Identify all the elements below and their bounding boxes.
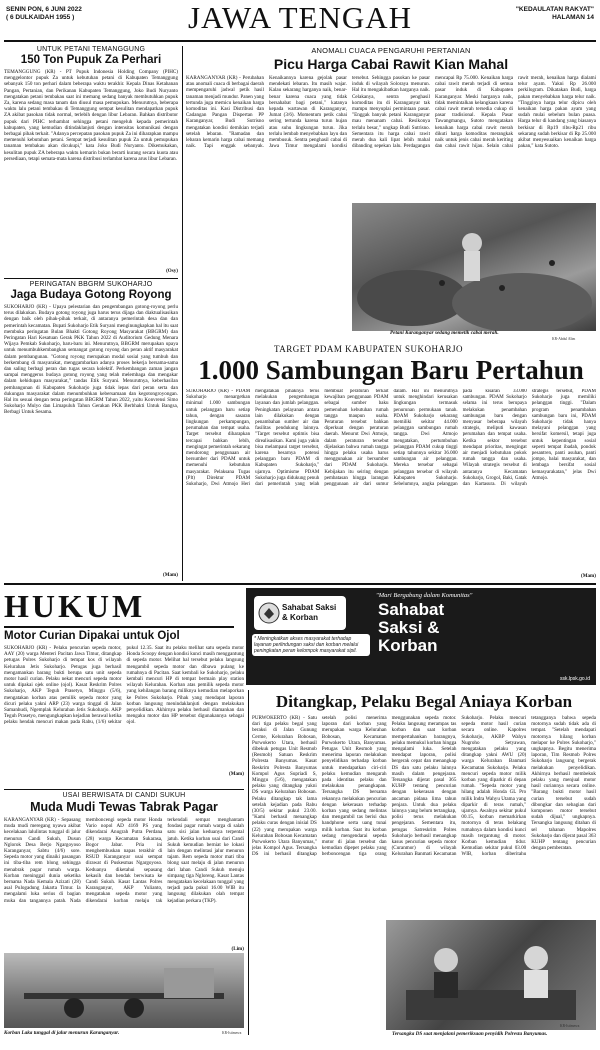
article-body: SUKOHARJO (KR) - Upaya pelestarian dan pengembangan gotong-royong perlu terus dilakukan. Budaya gotong royong juga harus terus dijaga dan diaktualisasikan dengan baik oleh pihak-pihak terkait, di antaranya pemerintah desa dan dan pemerintah kecamatan. Bupati Sukoharjo Etik Suryani menginungkapkan hal itu saat membuka peringatan Bulan Bhakti Gotong Royong Masyarakat (BBGRM) dan Peringatan Hari Kesatuan Gerak PKK Tahun 2022 di Auditorium Gedung Menara Wijaya Pemkab Sukoharjo, baru-baru ini. Menurutnya, BBGRM merupakan upaya untuk menumbuhkembangkan semangat gotong royong dan peran aktif masyarakat dalam pembangunan. "Gotong royong merupakan modal sosial yang tumbuh dan berkembang di masyarakat, menggambarkan adanya proses bekerja bersama-sama dan saling berbagi peran dan tugas secara kolektif. Perkembangan zaman jangan sampai menggerus budaya gotong royong yang telah melembaga dan mengakar dalam kehidupan masyarakat," tandas Etik Suryani. Menurutnya, keberhasilan pembangunan di Kabupaten Sukoharjo juga tidak lepas dari peran serta dan dukungan masyarakat dalam menumbuhkan kebersamaan dan kegotongroyongan. Hal itu sesuai dengan tema peringatan BBGRM Tahun 2022, yaitu Konvrensi Simo Sukoharjo Mulyo dan Limapuluh Tahun Gerakan PKK Berbhakti Untuk Bangsa, Berbagi Untuk Sesama. bbox=[4, 304, 178, 416]
lpsk-emblem-icon bbox=[258, 602, 280, 624]
headline: Ditangkap, Pelaku Begal Aniaya Korban bbox=[275, 692, 573, 711]
page-meta bbox=[454, 6, 594, 22]
ad-logo bbox=[254, 596, 346, 630]
kicker: PERINGATAN BBGRM SUKOHARJO bbox=[29, 281, 153, 288]
kicker: USAI BERWISATA DI CANDI SUKUH bbox=[62, 792, 186, 799]
ad-big-title bbox=[378, 601, 588, 655]
headline: Motor Curian Dipakai untuk Ojol bbox=[4, 630, 180, 642]
ad-big-title-line-2: Saksi & bbox=[378, 618, 440, 637]
article-body: SUKOHARJO (KR) - PDAM Sukoharjo menargetkan minimal 1.000 sambungan untuk pelanggan baru setiap tahun, dengan sasaran lingkungan perkampungan, perumahan dan tempat usaha. Target tersebut diharapkan tercapai bahkan lebih, mengingat pemerintah sekarang mendorong penggunaan air bersumber dari PDAM untuk memenuhi kebutuhan masyarakat. Pelaksana Tugas (Plt) Direktur PDAM Sukoharjo, Dwi Atmojo Heri mengatakan pihaknya terus melakukan pengembangan layanan dan jumlah pelanggan. Peningkatan pelayanan antara lain dilakukan dengan penambahan sumber air dan fasilitas pendukung lainnya. "Target tersebut optimis bisa direalisasikan. Kami juga yakin bisa melampaui target tersebut, karena besarnya potensi pelanggan baru PDAM di Kabupaten Sukoharjo," ujarnya. Optimisme PDAM Sukoharjo juga didukung penuh dari pemerintah yang telah membuat peraturan terkait kewajiban penggunaan PDAM sebagai sumber baku pemenuhan kebutuhan rumah tangga maupun usaha. Peraturan tersebut bahkan diperkuat dengan peraturan daerah. Menurut Dwi Atmojo, dalam peraturan tersebut dijelaskan bahwa rumah tangga hingga pelaku usaha harus menggunakan air bersumber dari PDAM Sukoharjo. Kebijakan itu seiring dengan pembatasan hingga larangan penggunaan air dari sumur dalam. Hal ini menurutnya untuk menghindari kerusakan lingkungan termasuk penurunan permukaan tanah. PDAM Sukoharjo sekarang memiliki sekitar 44.000 pelanggan sambungan rumah tangga. Dwi Atmojo mengatakan, pertumbuhan pelanggan PDAM cukup tinggi setiap tahunnya sekitar 36.000 sambungan air pelanggan. Mereka tersebar sebagai pelanggan tersebar di wilayah Kabupaten Sukoharjo. Sebelumnya, angka pelanggan pada kisaran 33.000 sambungan. PDAM Sukoharjo selama ini terus berupaya melakukan penambahan sambungan baru dengan menyasar beberapa wilayah strategis, meliputi kawasan perumahan dan tempat usaha. Ketika sektor tersebut mendapat prioritas, mengingat air menjadi kebutuhan pokok rumah tangga dan usaha. Wilayah strategis tersebut di antaranya Kecamatan Sukoharjo, Grogol, Baki, Gatak dan Kartasura. Di wilayah strategis tersebut, PDAM Sukoharjo juga memiliki pelanggan tinggi. "Dalam program penambahan sambungan baru ini, PDAM Sukoharjo tidak hanya melayani pelanggan yang bersifat komersil, tetapi juga untuk kepentingan sosial seperti tempat ibadah, pondok pesantren, panti asuhan, panti jompo, balai masyarakat, dan lembaga bersifat sosial kemasyarakatan," jelas Dwi Atmojo. bbox=[186, 389, 596, 488]
article-gotong-royong bbox=[4, 281, 178, 581]
accident-scene-illustration bbox=[4, 953, 244, 1028]
article-body: TEMANGGUNG (KR) - PT Pupuk Indonesia Holding Company (PIHC) menggelontor pupuk Za untuk kebutuhan petani di Kabupaten Temanggung sebanyak 150 ton perhari dalam beberapa waktu terakhir. Kepala Dinas Ketahanan Pangan, Pertanian, dan Perikanan Kabupaten Temanggung, Joko Budi Nuryanto mengatakan petani tembakau saat ini memang sedang banyak membutuhkan pupuk Za, karena sedang masa tanam dan diusul masa pemupukan. Menurutnya, beberapa waktu lalu petani tembakau di Temanggung sempat kesulitan mendapatkan pupuk ZA akibat pasokan tidak normal, terlebih dengan libur Lebaran. Bahkan distributor pupuk dari PIHC terhambat sehingga petani mengeluh kepada pemerintah kabupaten, yang kemudian ditindaklanjuti dengan intensitas komunikasi dengan berbagai pihak terkait. "Adanya percepatan pasokan pupuk Za ini diharapkan mampu memenuhi kebutuhan petani. Sempat terjadi kesulitan pupuk Za untuk pemupukan tanaman tembakau akan dicukupi," kata Joko Budi Nuryanto. Dikemukakan, kesulitan pupuk ZA beberapa waktu kemarin bukan berarti kurang secara kuota atau persediaan, tetapi semata-mata karena distribusi terlambat karena arus libur Lebaran. bbox=[4, 69, 178, 162]
signoff: (Mam) bbox=[581, 573, 596, 579]
ad-big-title-line-3: Korban bbox=[378, 636, 438, 655]
article-ojol bbox=[4, 630, 244, 790]
headline: Muda Mudi Tewas Tabrak Pagar bbox=[30, 800, 218, 814]
chili-farmer-photo bbox=[352, 203, 596, 331]
signoff: (Mam) bbox=[229, 771, 244, 777]
kicker: TARGET PDAM KABUPATEN SUKOHARJO bbox=[274, 344, 464, 354]
article-body: KARANGANYAR (KR) - Sepasang muda mudi meregang nyawa akibat kecelakaan lalulintas tunggal di jalur menurun Candi Sukuh, Dusun Nglorok Desa Berjo Ngargoyoso Karanganyar, Sabtu (4/6) sore. Sepeda motor yang dinaiki pasangan ini tiba-tiba rem blong sehingga menabrak pagar rumah warga. Korban meninggal dunia seketika bernama Nada Kemala Azizati (28) asal Pulogadung Jakarta Timur. Ia mengalami luka serius di bagian muka dan tangannya patah. Nada memboncengi sepeda motor Honda Vario nopol AD 4169 PS yang dikendarai Anugrah Putra Perdana (28) warga Kecamatan Sukarasa, Bogor Jabar. Pria ini menghembuskan napas terakhir di RSUD Karanganyar usai sempat dirawat di Puskesmas Ngargoyoso. Keduanya diketahui sepasang kekasih dan hendak berwisata ke Candi Sukuh. Kasat Lantas Polres Karanganyar, AKP Yulianto, mengatakan sepeda motor yang dikendarai korban melaju tak terkendali sempat menghantam fondasi pagar rumah warga di salah satu sisi jalan keduanya terpental jatuh. Ketika korban usai dari Candi Sukuh kemudian berniat ke lokasi lain dengan melintasi jalur menurun tajam. Rem sepeda motor mati tiba blong saat melaju di jalan menurun dari lahan Candi Sukuh menuju simpang tiga Ngloreng. Kasat Lantas mengatakan kecelakaan tunggal yang terjadi pada pukul 16.00 WIB itu langsung dilakukan olah tempat kejadian perkara (TKP). bbox=[4, 817, 244, 904]
kicker: ANOMALI CUACA PENGARUHI PERTANIAN bbox=[311, 46, 471, 55]
divider bbox=[4, 278, 178, 279]
photo-caption: Korban Laka tunggal di jalur menurun Karanganyar. bbox=[4, 1030, 120, 1036]
hijri-line: ( 6 DULKAIDAH 1955 ) bbox=[6, 14, 75, 21]
headline: Jaga Budaya Gotong Royong bbox=[10, 289, 172, 301]
photo-credit: KR-Istimewa bbox=[560, 1024, 580, 1028]
masthead-title: JAWA TENGAH bbox=[187, 0, 413, 35]
ad-small-title: Sahabat Saksi & Korban bbox=[282, 603, 337, 622]
ad-slogan: "Mari Bergabung dalam Komunitas" bbox=[376, 592, 473, 599]
interrogation-scene-illustration bbox=[386, 920, 596, 1030]
photo-credit: KR-Abdul Alim bbox=[552, 337, 576, 341]
photo-credit: KR-Istimewa bbox=[222, 1031, 242, 1035]
accident-photo bbox=[4, 953, 244, 1028]
date-line: SENIN PON, 6 JUNI 2022 bbox=[6, 6, 82, 13]
headline: Picu Harga Cabai Rawit Kian Mahal bbox=[273, 56, 509, 72]
kicker: UNTUK PETANI TEMANGGUNG bbox=[36, 46, 146, 53]
motto: "KEDAULATAN RAKYAT" bbox=[515, 6, 594, 13]
page-number: HALAMAN 14 bbox=[552, 14, 594, 21]
ad-url[interactable]: ssk.lpsk.go.id bbox=[559, 676, 590, 682]
ad-sahabat-saksi-korban[interactable] bbox=[246, 588, 596, 685]
ad-big-title-line-1: Sahabat bbox=[378, 600, 445, 619]
photo-caption: Tersangka DS saat menjalani pemeriksaan penyidik Polresta Banyumas. bbox=[392, 1031, 548, 1037]
column-rule bbox=[248, 690, 249, 1035]
masthead-rule bbox=[4, 40, 596, 42]
headline: 1.000 Sambungan Baru Pertahun bbox=[198, 355, 584, 385]
section-rule bbox=[4, 583, 596, 585]
article-body: KARANGANYAR (KR) - Perubahan atau anomali cuaca di berbagai daerah mempengaruhi jadwal petik hasil tanaman menjadi mundur. Panen yang tertunda juga memicu kenaikan harga komoditas ini. Kasi Distribusi dan Cadangan Pangan Dispertan PP Karanganyar, Budi Sutrisno mengatakan kondisi demikian terjadi setelah lebaran. "Ramadan dan lebaran kemarin harga cabai memang naik. Tapi enggak sebanyak. Kenaikannya karena gejolak pasar mendekati lebaran. Itu masih wajar. Kalau sekarang harganya naik, benar-benar karena cuaca yang tidak bersahabat bagi petani," katanya kepada wartawan di Karanganyar, Jumat (3/6). Momentum petik cabai sering tertunda karena turun hujan atau suhu lingkungan turun. Jika terlalu lembab menyebabkan layu dan membusuk. Sentra penghasil cabai di Jawa Timur mengalami kondisi tersebut. Sehingga pasokan ke pasar induk di wilayah Soloraya menurun. Hal itu mengakibatkan harganya naik. Celakanya, sentra penghasil komoditas itu di Karanganyar tak mampu menyuplai permintaan pasar. "Enggak banyak petani Karanganyar mau menanam cabai. Resikonya terlalu besar," ungkap Budi Sutrisno. Sementara itu harga cabai rawit merah dua kali lipat lebih mahal dibanding sepekan lalu. Perdagangan mencapai Rp 75.000. Kenaikan harga cabai rawit merah terjadi di semua pasar induk di Kabupaten Karanganyar. Meski harganya naik, tidak memintalkan kelangkaan karena cabai rawit merah tersedia cukup di pasar tradisional. Kepala Pasar Tawangmangu, Sutoto mengatakan kenaikan harga cabai rawit merah dikuti harga komoditas merangkak naik untuk jenis cabai merah keriting dan cabai rawit hijau. Selain cabai rawit merah, kenaikan harga dialami telur ayam. Yakni Rp 26.000 perkilogram. Dikatakan Budi, harga pakan menyebabkan harga telur naik. "Tingginya harga telur dipicu oleh kenaikan harga pakan ayam yang sudah mulai sebelum bulan puasa. Harga telur di kandang yang biasanya berkisar di Rp19 ribu-Rp21 ribu sekarang sudah berkisar di Rp 25.000 akibat menyesuaikan kenaikan harga pakan," kata Sutoto. bbox=[186, 75, 596, 150]
column-rule bbox=[182, 46, 183, 581]
article-body: SUKOHARJO (KR) - Pelaku pencurian sepeda motor, AAY (20) warga Menteri Pacitan Jawa Timur, ditangkap petugas Polres Sukoharjo di tempat kos di wilayah Kelurahan Jetis Sukoharjo. Petugas juga berhasil mengamankan barang bukti berupa satu unit sepeda motor hasil curian. Pelaku nekat mencuri sepeda motor untuk dipakai ojek online (ojol). Kasat Reskrim Polres Sukoharjo, AKP Teguh Prasetyo, Minggu (5/6), mengatakan korban atas pemilik sepeda motor yang dicuri pelaku yakni ARP (23) warga tinggal di Jalan Samanhudi, Ngemplak Kelurahan Jetis Sukoharjo. AKP Teguh Prasetyo, mengungkapkan kejadian berawal ketika pelaku hendak mencuri makan pada Rabu, (1/6) sekitar pukul 12.35. Saat itu pelaku melihat satu sepeda motor Honda Scoopy dengan kondisi kunci masih menggantung di sepeda motor. Melihat hal tersebut pelaku langsung mengambil sepeda motor dan dibawa pulang ke rumahnya di Pacitan. Saat kembali ke Sukoharjo, pelaku kembali mencuri HP di tempat bermain play station wilayah Kelurahan. Korban atas pemilik sepeda motor yang kehilangan barang miliknya kemudian melaporkan ke Polres Sukoharjo. Pihak yang mendapat laporan korban langsung menindaklanjuti dengan melakukan penyelidikan. Akhirnya pelaku berhasil diamankan dan mengaku motor dan HP tersebut digunakannya sebagai ojol. bbox=[4, 645, 244, 726]
signoff: (Mam) bbox=[163, 572, 178, 578]
article-pdam bbox=[186, 344, 596, 581]
photo-caption: Petani Karanganyar sedang memetik cabai merah. bbox=[390, 330, 499, 336]
article-muda-mudi bbox=[4, 792, 244, 952]
divider bbox=[4, 789, 244, 790]
signoff: (Lim) bbox=[231, 946, 244, 952]
ad-note: * Meningkatkan akses masyarakat terhadap layanan perlindungan saksi dan korban melalui peningkatan peran kelompok masyarakat sipil. bbox=[252, 634, 370, 656]
chili-field-illustration bbox=[352, 203, 596, 331]
signoff: (Osy) bbox=[166, 268, 178, 274]
suspect-photo bbox=[386, 920, 596, 1030]
article-body: PURWOKERTO (KR) - Satu dari tiga pelaku begal yang beraksi di Jalan Gunung Cerme, Kelurahan Bobosan, Purwokerto Utara, berhasil dibekuk petugas Unit Resmob (Resmob) Satuan Reskrim Polresta Banyumas. Kasat Reskrim Polresta Banyumas Kompol Agus Supriadi S, Minggu (5/6), mengatakan pelaku yang ditangkap yakni DS warga Kelurahan Bobosan. Pelaku ditangkap tak lama setelah kejadian pada Rabu (30/5) sekitar pukul 23.00. "Kami berhasil menangkap pelaku curas dengan inisial DS (22) yang merupakan warga Kelurahan Bobosan Kecamatan Purwokerto Utara Banyumas," jelas Kompol Agus. Tersangka DS ini berhasil ditangkap setelah polisi menerima laporan dari korban yang merupakan warga Kelurahan Bobosan, Kecamatan Purwokerto Utara, Banyumas. Petugas Unit Resmob yang menerima laporan melakukan penyelidikan terhadap korban untuk mendapatkan ciri-ciri pelaku kemudian mengarah pada identitas pelaku dan melakukan penangkapan. Tersangka DS bersama rekannya melakukan pencurian dengan kekerasan terhadap korban yang sedang melintas dan mengambil tas berisi dua handphone serta uang tunai milik korban. Saat itu korban sedang mengendarai sepeda motor di jalan tersebut dan kemudian dipepet pelaku yang berboncengan tiga orang menggunakan sepeda motor. Pelaku langsung merampas tas korban dan saat korban mempertahankan barangnya, pelaku memukul korban hingga mengalami luka. Setelah mendapat laporan, polisi bergerak cepat dan menangkap DS dan satu pelaku lainnya masih dalam pengejaran. Tersangka dijerat pasal 365 KUHP tentang pencurian dengan kekerasan dengan ancaman pidana lima tahun penjara. Untuk dua pelaku lainnya yang belum tertangkap, polisi terus melakukan pengejaran. Sementara itu, petugas Satreskrim Polres Sukoharjo berhasil menangkap kasus pencurian sepeda motor (Curanmor) di wilayah Kelurahan Banmati Kecamatan Sukoharjo. Pelaku mencuri sepeda motor hasil curian secara online. Kapolres Sukoharjo, AKBP Wahyu Nugroho Setyawan, mengatakan pelaku yang ditangkap yakni AWU (20) warga Kelurahan Banmati Kecamatan Sukoharjo. Pelaku mencuri sepeda motor milik korban yang diparkir di depan rumah. "Sepeda motor yang hilang adalah Honda GL Pro milik Indra Wahyu Utama yang diparkir di teras rumah," ujarnya. Awalnya sekitar pukul 00.15, korban memarkirkan motornya di teras belakang rumahnya dalam kondisi kunci masih tergantung di motor. Korban kemudian tidur. Kemudian sekitar pukul 03.00 WIB, korban diberitahu tetangganya bahwa sepeda motornya sudah tidak ada di tempat. "Setelah mendapati motornya hilang korban melapor ke Polres Sukoharjo," ungkapnya. Begitu menerima laporan, Tim Resmob Polres Sukoharjo langsung bergerak melakukan penyelidikan. Akhirnya berhasil membekuk pelaku yang menjual motor hasil curiannya secara online. "Barang bukti motor hasil curian tersebut sudah dibongkar dan sebagian dari komponen motor tersebut sudah dijual," ungkapnya. Tersangka langsung ditahan di sel tahanan Mapolres Sukoharjo dan dijerat pasal 363 KUHP tentang pencurian dengan pemberatan. bbox=[252, 715, 596, 858]
section-title: HUKUM bbox=[4, 588, 146, 624]
headline: 150 Ton Pupuk Za Perhari bbox=[20, 54, 162, 66]
article-pupuk bbox=[4, 46, 178, 276]
